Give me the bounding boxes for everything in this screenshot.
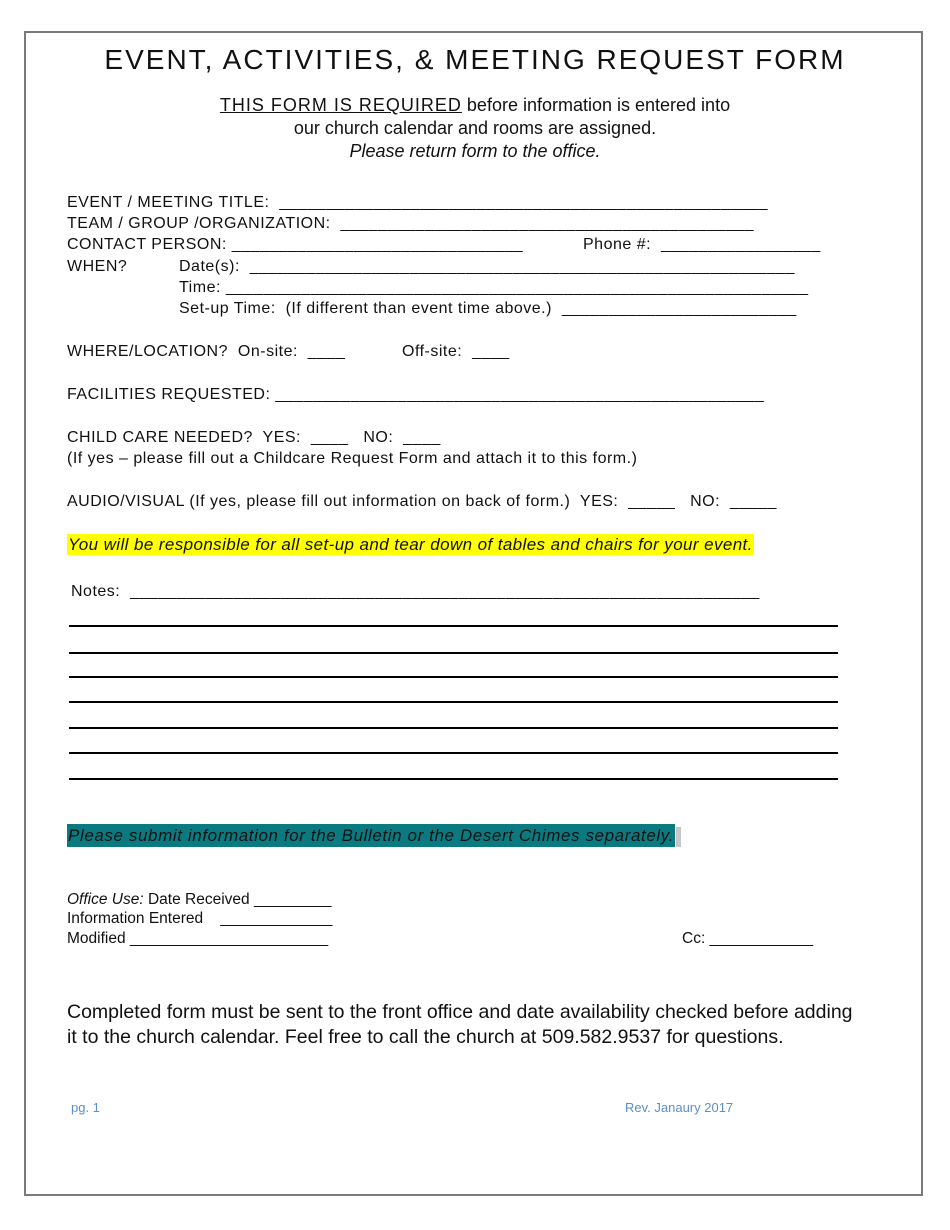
responsibility-notice bbox=[67, 535, 754, 555]
information-entered-field[interactable]: Information Entered _____________ bbox=[67, 910, 333, 927]
notes-line[interactable] bbox=[69, 778, 838, 780]
off-site-field[interactable]: Off-site: ____ bbox=[402, 343, 510, 360]
setup-time-field[interactable]: Set-up Time: (If different than event time above.) _________________________ bbox=[179, 300, 797, 317]
notes-line[interactable] bbox=[69, 652, 838, 654]
audio-visual-field[interactable]: AUDIO/VISUAL (If yes, please fill out information on back of form.) YES: _____ NO: _____ bbox=[67, 493, 777, 510]
intro-line-2: our church calendar and rooms are assigned. bbox=[293, 118, 657, 138]
intro-line-1 bbox=[0, 95, 950, 116]
notes-line[interactable] bbox=[69, 727, 838, 729]
child-care-field[interactable]: CHILD CARE NEEDED? YES: ____ NO: ____ bbox=[67, 429, 441, 446]
team-group-field[interactable]: TEAM / GROUP /ORGANIZATION: ____________________________________________ bbox=[67, 215, 755, 232]
office-use-date-received bbox=[67, 891, 332, 909]
notes-line[interactable] bbox=[69, 676, 838, 678]
when-label: WHEN? bbox=[67, 258, 128, 275]
closing-instructions: Completed form must be sent to the front office and date availability checked before adding it to the church calendar. Feel free to call the church at 509.582.9537 for questions. bbox=[67, 1001, 853, 1048]
date-received-field[interactable]: Date Received _________ bbox=[143, 891, 332, 908]
page-number: pg. 1 bbox=[71, 1100, 100, 1115]
intro-line-1-rest: before information is entered into bbox=[461, 95, 731, 115]
phone-field[interactable]: Phone #: _________________ bbox=[583, 236, 821, 253]
highlight-edge bbox=[676, 827, 681, 847]
notes-field[interactable]: Notes: ___________________________________________________________________ bbox=[71, 583, 760, 600]
required-label: THIS FORM IS REQUIRED bbox=[219, 95, 462, 115]
notes-line[interactable] bbox=[69, 752, 838, 754]
notes-line[interactable] bbox=[69, 701, 838, 703]
intro-line-3: Please return form to the office. bbox=[349, 141, 601, 161]
time-field[interactable]: Time: ______________________________________________________________ bbox=[179, 279, 809, 296]
modified-field[interactable]: Modified _______________________ bbox=[67, 930, 329, 947]
event-title-field[interactable]: EVENT / MEETING TITLE: ____________________________________________________ bbox=[67, 194, 769, 211]
child-care-note: (If yes – please fill out a Childcare Request Form and attach it to this form.) bbox=[67, 450, 638, 467]
revision-date: Rev. Janaury 2017 bbox=[625, 1100, 734, 1115]
where-location-field[interactable]: WHERE/LOCATION? On-site: ____ bbox=[67, 343, 346, 360]
office-use-label: Office Use: bbox=[67, 891, 144, 908]
contact-person-field[interactable]: CONTACT PERSON: _______________________________ bbox=[67, 236, 524, 253]
dates-field[interactable]: Date(s): __________________________________________________________ bbox=[179, 258, 795, 275]
form-title: EVENT, ACTIVITIES, & MEETING REQUEST FORM bbox=[104, 44, 846, 75]
bulletin-notice bbox=[67, 826, 681, 847]
responsibility-notice-text: You will be responsible for all set-up and tear down of tables and chairs for your event. bbox=[68, 535, 753, 554]
cc-field[interactable]: Cc: ____________ bbox=[682, 930, 814, 947]
facilities-field[interactable]: FACILITIES REQUESTED: ____________________________________________________ bbox=[67, 386, 765, 403]
notes-line[interactable] bbox=[69, 625, 838, 627]
bulletin-notice-text: Please submit information for the Bulletin or the Desert Chimes separately. bbox=[68, 826, 674, 845]
